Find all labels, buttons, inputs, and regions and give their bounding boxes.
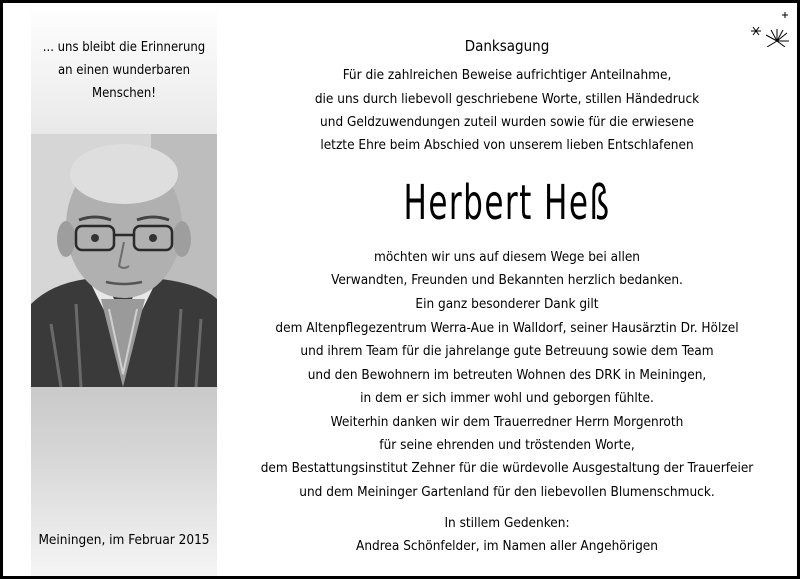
body-line: und ihrem Team für die jahrelange gute Betreuung sowie dem Team [300, 343, 714, 359]
intro-line: letzte Ehre beim Abschied von unserem lieben Entschlafenen [320, 137, 694, 153]
motto-line: Menschen! [92, 86, 156, 101]
body-line: in dem er sich immer wohl und geborgen fühlte. [360, 390, 654, 406]
body-line: dem Altenpflegezentrum Werra-Aue in Walldorf, seiner Hausärztin Dr. Hölzel [275, 320, 739, 336]
intro-line: Für die zahlreichen Beweise aufrichtiger Anteilnahme, [342, 67, 672, 83]
portrait-illustration [31, 134, 217, 387]
body-line: dem Bestattungsinstitut Zehner für die würdevolle Ausgestaltung der Trauerfeier [260, 460, 754, 476]
sidebar-panel [31, 3, 217, 576]
body-line: Weiterhin danken wir dem Trauerredner Herrn Morgenroth [330, 414, 684, 430]
body-line: möchten wir uns auf diesem Wege bei allen [373, 249, 640, 265]
intro-line: die uns durch liebevoll geschriebene Worte, stillen Händedruck [314, 91, 700, 107]
body-line: und dem Meininger Gartenland für den liebevollen Blumenschmuck. [299, 484, 715, 500]
body-line: für seine ehrenden und tröstenden Worte, [379, 437, 635, 453]
deceased-name: Herbert Heß [403, 175, 611, 231]
portrait-photo [31, 134, 217, 387]
signature-line: Andrea Schönfelder, im Namen aller Angehörigen [356, 538, 658, 554]
heading: Danksagung [464, 37, 550, 55]
place-and-date: Meiningen, im Februar 2015 [38, 532, 210, 548]
body-line: Ein ganz besonderer Dank gilt [415, 296, 599, 312]
memorial-motto [31, 36, 217, 105]
body-line: und den Bewohnern im betreuten Wohnen des DRK in Meiningen, [307, 367, 707, 383]
motto-line: an einen wunderbaren [57, 63, 191, 78]
body-line: Verwandten, Freunden und Bekannten herzlich bedanken. [331, 272, 683, 288]
intro-line: und Geldzuwendungen zuteil wurden sowie für die erwiesene [320, 114, 694, 130]
closing-line: In stillem Gedenken: [444, 515, 570, 531]
motto-line: ... uns bleibt die Erinnerung [42, 40, 206, 55]
